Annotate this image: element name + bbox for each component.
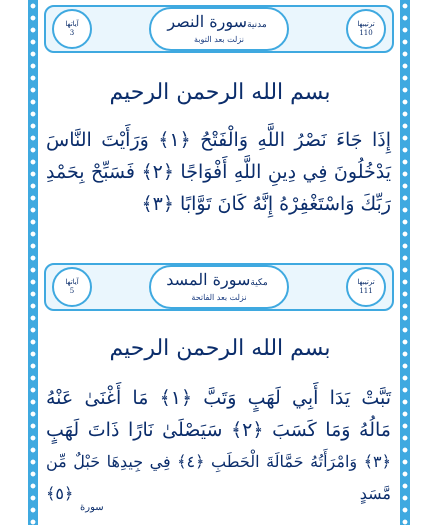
surah-header-nasr [44, 5, 394, 53]
ayat-label: آياتها [65, 20, 79, 28]
ayat-label: آياتها [65, 278, 79, 286]
basmala: بسم الله الرحمن الرحيم [109, 336, 331, 361]
catchword: سورة [80, 502, 104, 513]
verse-line: إِذَا جَاءَ نَصْرُ اللَّهِ وَالْفَتْحُ ﴿١﴾ وَرَأَيْتَ النَّاسَ [46, 129, 391, 151]
verse-line: يَدْخُلُونَ فِي دِينِ اللَّهِ أَفْوَاجًا ﴿٢﴾ فَسَبِّحْ بِحَمْدِ [46, 161, 391, 183]
surah2-verses [46, 382, 391, 510]
verse-line: رَبِّكَ وَاسْتَغْفِرْهُ إِنَّهُ كَانَ تَوَّابًا ﴿٣﴾ [141, 193, 391, 215]
revelation-type: مكية [250, 278, 268, 288]
order-label: ترتيبها [357, 20, 375, 28]
revelation-type: مدنية [247, 20, 267, 30]
revealed-after: نزلت بعد التوبة [193, 35, 245, 44]
surah-order: 111 [359, 287, 373, 295]
surah-order: 110 [359, 29, 373, 37]
ayat-count-medal [52, 267, 92, 307]
verse-line: تَبَّتْ يَدَا أَبِي لَهَبٍ وَتَبَّ ﴿١﴾ مَا أَغْنَىٰ عَنْهُ [46, 387, 392, 409]
revealed-after: نزلت بعد الفاتحة [191, 293, 247, 302]
left-ornament-border [28, 0, 38, 525]
surah-title-cartouche [149, 7, 289, 51]
surah-name: سورة المسد [166, 270, 251, 289]
basmala: بسم الله الرحمن الرحيم [109, 80, 331, 105]
ayat-count: 3 [69, 29, 75, 37]
surah-header-masad [44, 263, 394, 311]
surah-order-medal [346, 267, 386, 307]
surah-order-medal [346, 9, 386, 49]
surah-title-cartouche [149, 265, 289, 309]
right-ornament-border [400, 0, 410, 525]
ayat-count: 5 [69, 287, 75, 295]
surah-name: سورة النصر [167, 12, 248, 31]
verse-line: ﴿٣﴾ وَامْرَأَتُهُ حَمَّالَةَ الْحَطَبِ ﴿٤﴾ فِي جِيدِهَا حَبْلٌ مِّن مَّسَدٍ ﴿٥﴾ [46, 452, 391, 503]
surah1-verses [46, 124, 391, 220]
order-label: ترتيبها [357, 278, 375, 286]
verse-line: مَالُهُ وَمَا كَسَبَ ﴿٢﴾ سَيَصْلَىٰ نَارًا ذَاتَ لَهَبٍ [46, 419, 391, 441]
ayat-count-medal [52, 9, 92, 49]
